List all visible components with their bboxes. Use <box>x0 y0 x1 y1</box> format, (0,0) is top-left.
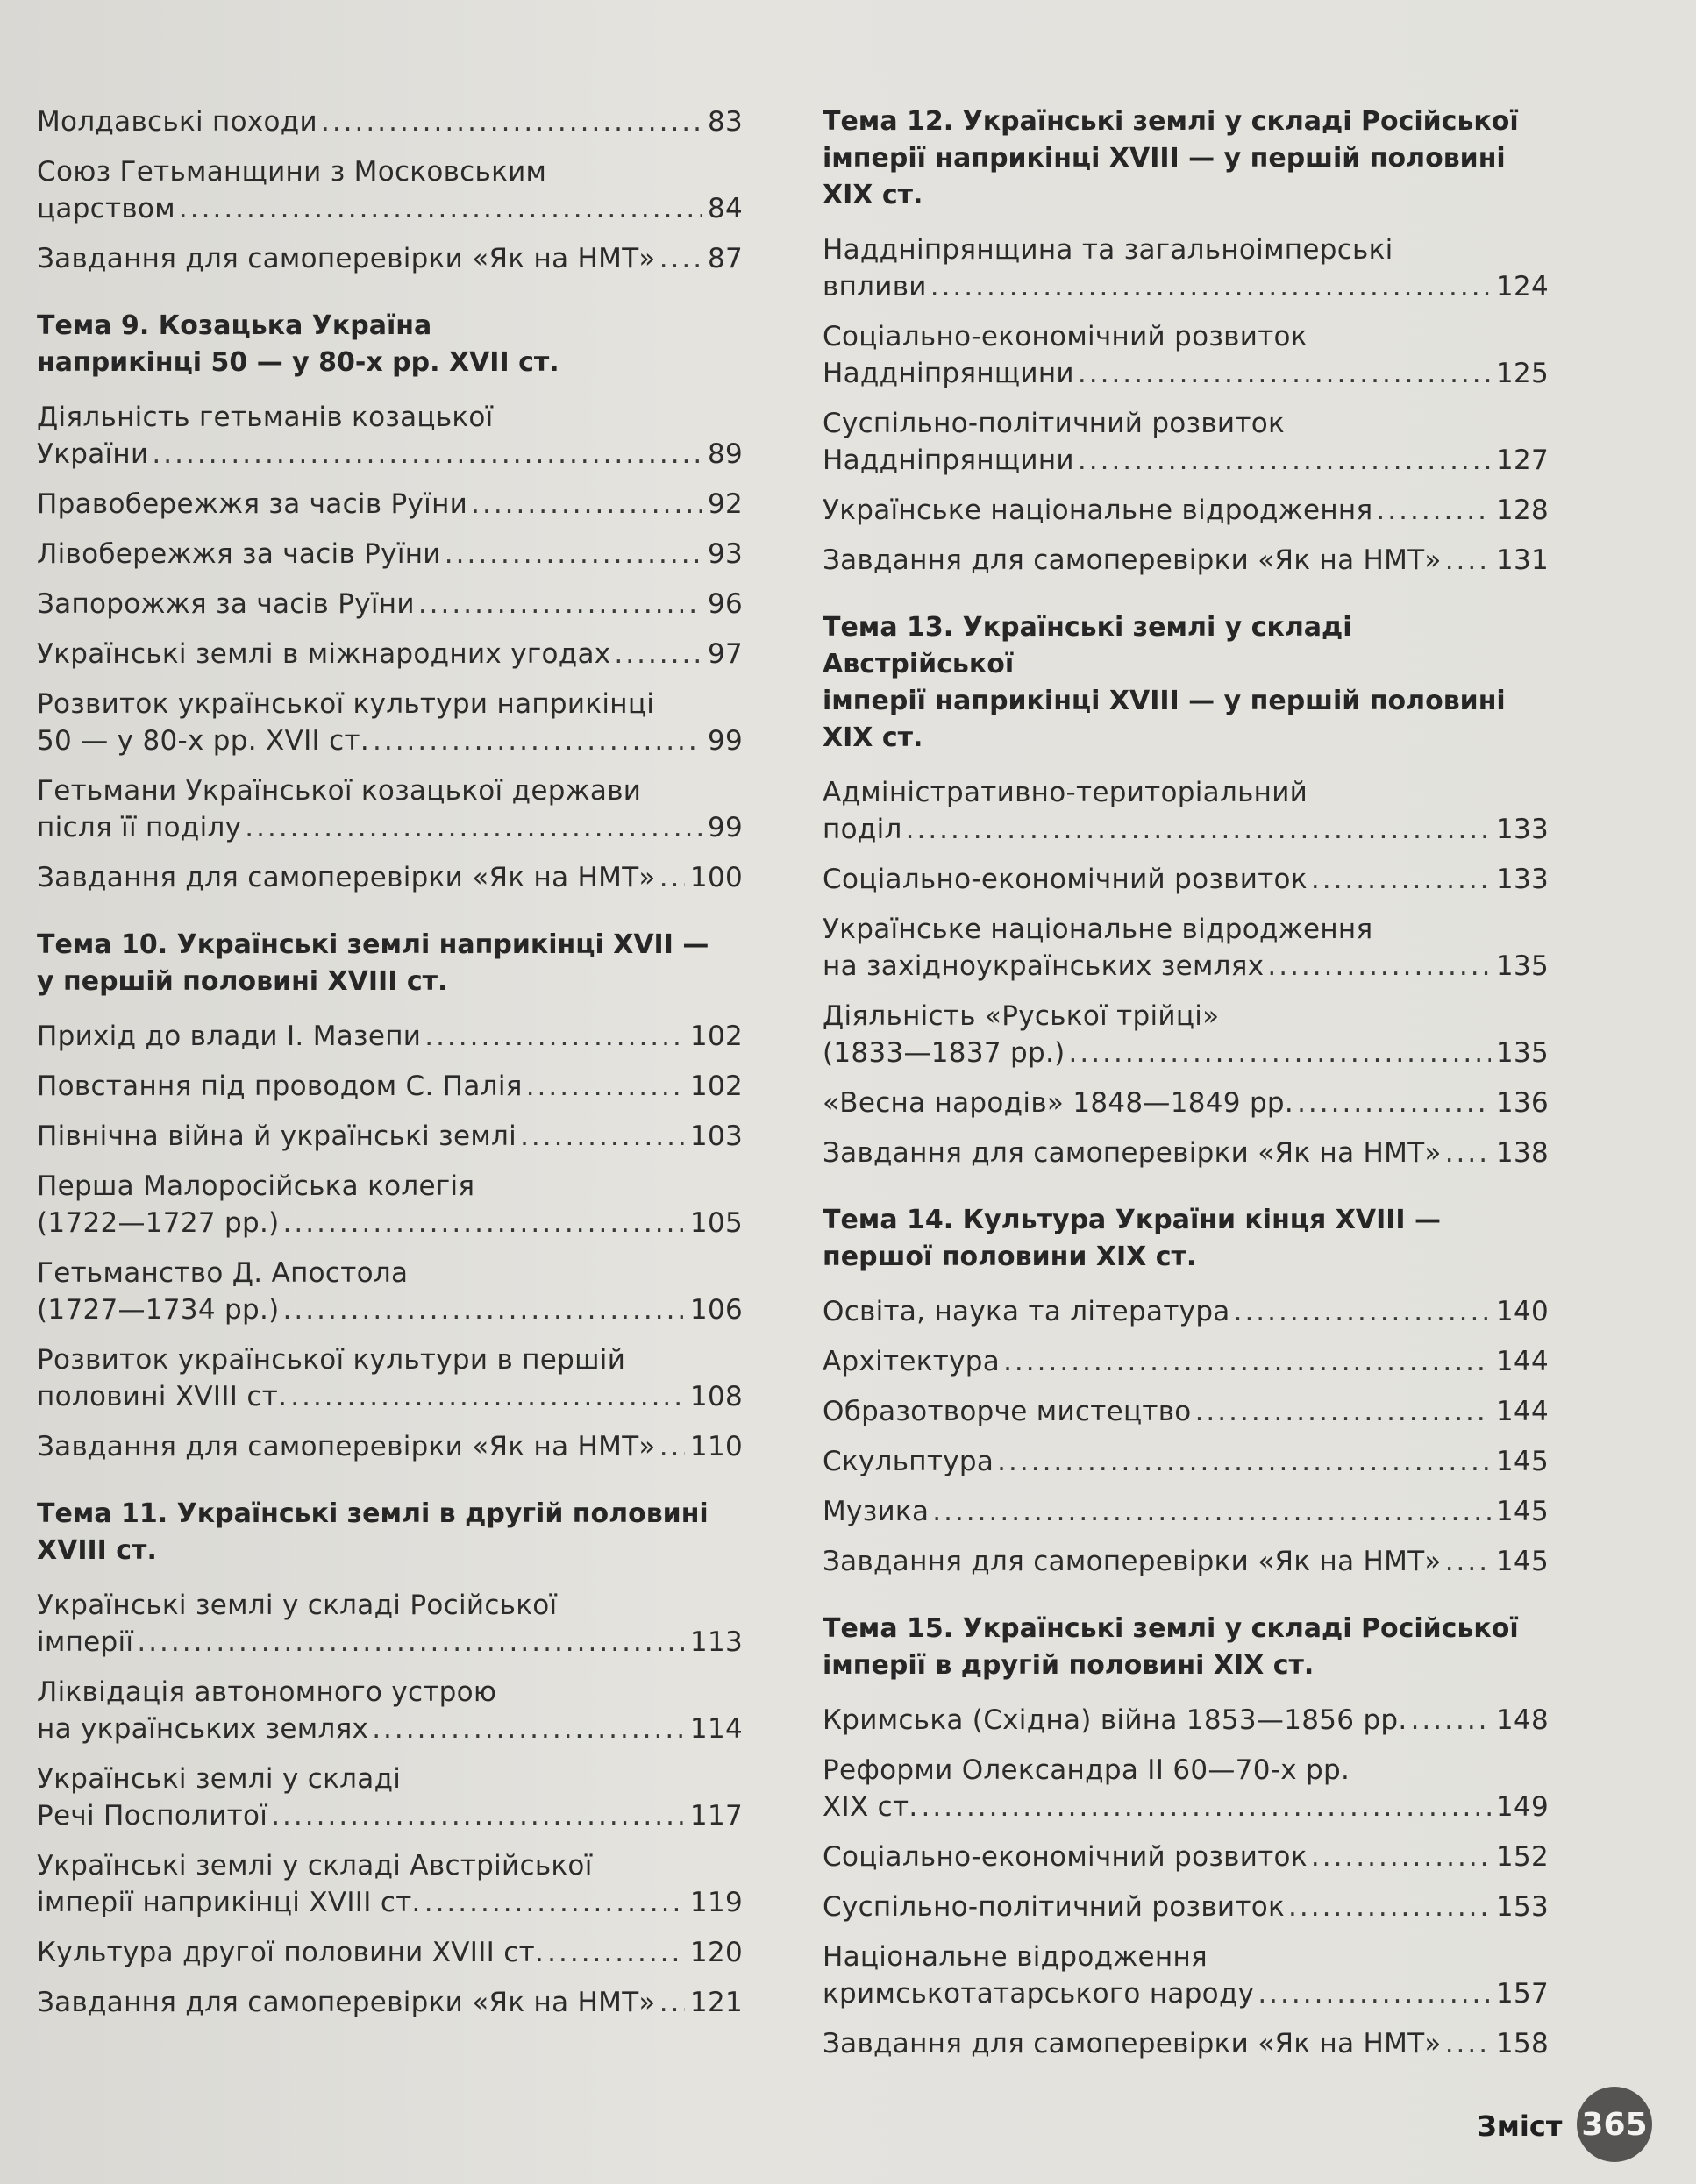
toc-entry[interactable] <box>37 536 743 573</box>
toc-entry-text: Розвиток української культури в першій <box>37 1344 626 1376</box>
toc-page-number: 87 <box>707 243 743 274</box>
toc-entry-text: Соціально-економічний розвиток <box>823 864 1308 895</box>
toc-entry[interactable] <box>37 686 743 759</box>
dot-leader <box>1069 1035 1491 1071</box>
toc-entry[interactable] <box>37 636 743 672</box>
toc-entry-text: Молдавські походи <box>37 106 317 138</box>
toc-entry-text: імперії <box>37 1626 134 1658</box>
toc-page-number: 120 <box>689 1937 743 1968</box>
toc-page-number: 140 <box>1495 1296 1549 1327</box>
toc-entry-text: Завдання для самоперевірки «Як на НМТ» <box>823 2028 1442 2060</box>
toc-page-number: 145 <box>1495 1496 1549 1527</box>
topic-heading <box>37 927 743 1000</box>
toc-page-number: 119 <box>689 1887 743 1918</box>
toc-entry-text: Завдання для самоперевірки «Як на НМТ» <box>823 1137 1442 1169</box>
toc-entry[interactable] <box>37 586 743 622</box>
dot-leader <box>1311 1839 1491 1875</box>
dot-leader <box>271 1797 685 1834</box>
toc-entry-text: Скульптура <box>823 1446 994 1477</box>
dot-leader <box>321 103 702 140</box>
toc-page-number: 84 <box>707 193 743 224</box>
dot-leader <box>1003 1343 1491 1380</box>
dot-leader <box>424 1018 685 1055</box>
toc-entry-text: поділ <box>823 814 902 845</box>
toc-entry[interactable] <box>37 1118 743 1155</box>
dot-leader <box>547 1934 685 1971</box>
topic-heading-line: XIX ст. <box>823 180 923 210</box>
toc-entry-text: Українські землі в міжнародних угодах <box>37 638 611 670</box>
dot-leader <box>179 190 702 227</box>
toc-entry[interactable] <box>823 1085 1549 1121</box>
dot-leader <box>283 1291 685 1328</box>
toc-entry[interactable] <box>37 1934 743 1971</box>
toc-page-number: 108 <box>689 1381 743 1412</box>
toc-page-number: 144 <box>1495 1396 1549 1427</box>
topic-heading-line: XVIII ст. <box>37 1535 157 1566</box>
toc-page-number: 136 <box>1495 1087 1549 1119</box>
toc-entry[interactable] <box>37 1674 743 1747</box>
dot-leader <box>520 1118 685 1155</box>
toc-entry-text: на західноукраїнських землях <box>823 950 1265 982</box>
dot-leader <box>418 586 702 622</box>
toc-entry-text: Адміністративно-територіальний <box>823 777 1308 808</box>
dot-leader <box>932 1493 1491 1530</box>
dot-leader <box>1297 1085 1491 1121</box>
topic-heading-line: Тема 10. Українські землі наприкінці XVII — <box>37 929 709 960</box>
dot-leader <box>1376 492 1491 529</box>
toc-page-number: 148 <box>1495 1704 1549 1736</box>
toc-entry-text: 50 — у 80-х рр. XVII ст. <box>37 725 369 757</box>
topic-heading-line: імперії наприкінці XVIII — у першій половині <box>823 686 1506 716</box>
toc-entry[interactable] <box>37 486 743 523</box>
toc-page-number: 121 <box>689 1987 743 2018</box>
dot-leader <box>659 1428 685 1465</box>
dot-leader <box>245 809 702 846</box>
dot-leader <box>152 436 702 473</box>
dot-leader <box>526 1068 685 1105</box>
toc-entry-text: Правобережжя за часів Руїни <box>37 488 468 520</box>
toc-entry[interactable] <box>823 998 1549 1071</box>
toc-column-right <box>823 103 1549 2075</box>
topic-heading <box>37 1496 743 1569</box>
toc-page-number: 125 <box>1495 358 1549 389</box>
topic-heading-line: Тема 15. Українські землі у складі Російської <box>823 1613 1519 1644</box>
dot-leader <box>1258 1975 1491 2012</box>
toc-entry[interactable] <box>823 1543 1549 1580</box>
dot-leader <box>445 536 702 573</box>
toc-entry[interactable] <box>37 1168 743 1241</box>
toc-entry-text: Реформи Олександра II 60—70-х рр. <box>823 1754 1350 1786</box>
toc-page-number: 89 <box>707 438 743 470</box>
toc-page-number: 158 <box>1495 2028 1549 2060</box>
toc-entry-text: кримськотатарського народу <box>823 1978 1255 2010</box>
dot-leader <box>1234 1293 1491 1330</box>
dot-leader <box>1078 442 1491 479</box>
toc-entry-text: (1727—1734 рр.) <box>37 1294 280 1326</box>
dot-leader <box>922 1789 1491 1825</box>
topic-heading-line: Тема 14. Культура України кінця XVIII — <box>823 1205 1442 1235</box>
toc-entry-text: Українське національне відродження <box>823 914 1373 945</box>
toc-page-number: 152 <box>1495 1841 1549 1873</box>
toc-entry[interactable] <box>37 1587 743 1661</box>
topic-heading-line: наприкінці 50 — у 80-х рр. XVII ст. <box>37 347 559 378</box>
toc-entry-text: Діяльність гетьманів козацької <box>37 402 494 433</box>
toc-entry[interactable] <box>823 1939 1549 2012</box>
toc-page-number: 99 <box>707 812 743 843</box>
toc-entry-text: Завдання для самоперевірки «Як на НМТ» <box>37 1987 656 2018</box>
toc-entry-text: Наддніпрянщина та загальноімперські <box>823 234 1393 266</box>
toc-page-number: 99 <box>707 725 743 757</box>
toc-entry[interactable] <box>37 103 743 140</box>
toc-entry-text: Соціально-економічний розвиток <box>823 321 1308 352</box>
topic-heading <box>823 1611 1549 1684</box>
toc-entry-text: Прихід до влади І. Мазепи <box>37 1021 422 1052</box>
topic-heading-line: імперії в другій половині XIX ст. <box>823 1650 1315 1681</box>
toc-entry-text: на українських землях <box>37 1713 369 1745</box>
dot-leader <box>1445 1543 1491 1580</box>
toc-page-number: 117 <box>689 1800 743 1832</box>
toc-entry[interactable] <box>823 1702 1549 1739</box>
toc-page-number: 106 <box>689 1294 743 1326</box>
toc-entry-text: (1833—1837 рр.) <box>823 1037 1065 1069</box>
dot-leader <box>290 1378 685 1415</box>
dot-leader <box>659 1984 685 2021</box>
toc-entry-text: впливи <box>823 271 927 302</box>
toc-entry[interactable] <box>37 1984 743 2021</box>
topic-heading-line: імперії наприкінці XVIII — у першій половині <box>823 143 1506 174</box>
toc-entry-text: після її поділу <box>37 812 242 843</box>
toc-entry[interactable] <box>823 1293 1549 1330</box>
toc-entry[interactable] <box>823 2025 1549 2062</box>
toc-entry-text: Речі Посполитої <box>37 1800 268 1832</box>
toc-entry-text: «Весна народів» 1848—1849 рр. <box>823 1087 1294 1119</box>
dot-leader <box>930 268 1491 305</box>
toc-page-number: 157 <box>1495 1978 1549 2010</box>
toc-column-left <box>37 103 743 2034</box>
toc-entry-text: Образотворче мистецтво <box>823 1396 1192 1427</box>
toc-entry-text: Гетьмани Української козацької держави <box>37 775 642 807</box>
topic-heading-line: Тема 13. Українські землі у складі Австрійської <box>823 612 1352 679</box>
topic-heading-line: Тема 11. Українські землі в другій половині <box>37 1498 709 1529</box>
dot-leader <box>1195 1393 1491 1430</box>
toc-entry[interactable] <box>823 1443 1549 1480</box>
toc-entry-text: Перша Малоросійська колегія <box>37 1170 475 1202</box>
dot-leader <box>137 1624 685 1661</box>
toc-page-number: 149 <box>1495 1791 1549 1823</box>
toc-entry[interactable] <box>823 1343 1549 1380</box>
toc-entry[interactable] <box>37 240 743 277</box>
dot-leader <box>659 859 685 896</box>
toc-entry[interactable] <box>37 1761 743 1834</box>
toc-page-number: 92 <box>707 488 743 520</box>
toc-entry-text: Архітектура <box>823 1346 1001 1377</box>
toc-entry[interactable] <box>823 1493 1549 1530</box>
toc-entry-text: Суспільно-політичний розвиток <box>823 1891 1286 1923</box>
toc-entry-text: Культура другої половини XVIII ст. <box>37 1937 545 1968</box>
toc-entry-text: України <box>37 438 149 470</box>
topic-heading-line: першої половини XIX ст. <box>823 1241 1197 1272</box>
toc-entry-text: Лівобережжя за часів Руїни <box>37 538 441 570</box>
dot-leader <box>1445 542 1491 579</box>
toc-entry[interactable] <box>823 318 1549 392</box>
topic-heading-line: у першій половині XVIII ст. <box>37 966 448 997</box>
toc-entry[interactable] <box>37 1428 743 1465</box>
toc-page-number: 145 <box>1495 1446 1549 1477</box>
toc-entry-text: царством <box>37 193 175 224</box>
toc-entry-text: Наддніпрянщини <box>823 358 1074 389</box>
toc-page-number: 93 <box>707 538 743 570</box>
toc-page-number: 128 <box>1495 494 1549 526</box>
toc-entry[interactable] <box>37 1068 743 1105</box>
toc-page-number: 102 <box>689 1071 743 1102</box>
toc-page-number: 97 <box>707 638 743 670</box>
toc-entry[interactable] <box>823 1135 1549 1171</box>
toc-entry-text: Союз Гетьманщини з Московським <box>37 156 547 188</box>
toc-entry-text: Соціально-економічний розвиток <box>823 1841 1308 1873</box>
topic-heading <box>823 1202 1549 1276</box>
toc-entry-text: Завдання для самоперевірки «Як на НМТ» <box>823 544 1442 576</box>
toc-entry-text: половині XVIII ст. <box>37 1381 288 1412</box>
toc-entry[interactable] <box>823 1889 1549 1925</box>
topic-heading <box>823 609 1549 757</box>
dot-leader <box>1445 2025 1491 2062</box>
toc-entry-text: Розвиток української культури наприкінці <box>37 688 655 720</box>
topic-heading <box>37 308 743 381</box>
toc-entry[interactable] <box>823 1839 1549 1875</box>
toc-entry-text: Музика <box>823 1496 930 1527</box>
toc-entry-text: Українські землі у складі <box>37 1763 402 1795</box>
toc-page-number: 133 <box>1495 864 1549 895</box>
toc-entry-text: Гетьманство Д. Апостола <box>37 1257 409 1289</box>
page-number-badge: 365 <box>1577 2087 1652 2162</box>
topic-heading-line: Тема 9. Козацька Україна <box>37 310 432 341</box>
toc-entry[interactable] <box>37 1255 743 1328</box>
toc-page-number: 100 <box>689 862 743 893</box>
dot-leader <box>424 1884 685 1921</box>
toc-entry-text: Наддніпрянщини <box>823 445 1074 476</box>
toc-entry-text: Українські землі у складі Австрійської <box>37 1850 593 1882</box>
dot-leader <box>372 1711 685 1747</box>
toc-page-number: 113 <box>689 1626 743 1658</box>
toc-entry[interactable] <box>37 859 743 896</box>
toc-page-number: 105 <box>689 1207 743 1239</box>
toc-entry-text: (1722—1727 рр.) <box>37 1207 280 1239</box>
dot-leader <box>997 1443 1491 1480</box>
toc-entry-text: Повстання під проводом С. Палія <box>37 1071 523 1102</box>
toc-page-number: 110 <box>689 1431 743 1462</box>
toc-entry[interactable] <box>823 861 1549 898</box>
toc-entry-text: Завдання для самоперевірки «Як на НМТ» <box>37 1431 656 1462</box>
toc-entry-text: Українське національне відродження <box>823 494 1373 526</box>
dot-leader <box>906 811 1491 848</box>
dot-leader <box>1288 1889 1491 1925</box>
toc-entry-text: Завдання для самоперевірки «Як на НМТ» <box>37 243 656 274</box>
toc-entry-text: Освіта, наука та література <box>823 1296 1230 1327</box>
dot-leader <box>1411 1702 1491 1739</box>
toc-page-number: 133 <box>1495 814 1549 845</box>
dot-leader <box>614 636 702 672</box>
toc-entry-text: імперії наприкінці XVIII ст. <box>37 1887 421 1918</box>
toc-entry-text: Діяльність «Руської трійці» <box>823 1000 1220 1032</box>
dot-leader <box>471 486 702 523</box>
toc-page-number: 153 <box>1495 1891 1549 1923</box>
toc-entry-text: Українські землі у складі Російської <box>37 1590 558 1621</box>
dot-leader <box>373 722 702 759</box>
toc-entry-text: Суспільно-політичний розвиток <box>823 408 1286 439</box>
toc-entry[interactable] <box>823 911 1549 985</box>
toc-page-number: 138 <box>1495 1137 1549 1169</box>
footer-section-label: Зміст <box>1477 2109 1563 2143</box>
toc-page-number: 135 <box>1495 950 1549 982</box>
toc-entry[interactable] <box>37 153 743 227</box>
toc-entry[interactable] <box>37 399 743 473</box>
toc-entry[interactable] <box>37 1018 743 1055</box>
toc-entry[interactable] <box>37 1341 743 1415</box>
dot-leader <box>1311 861 1491 898</box>
toc-entry-text: Запорожжя за часів Руїни <box>37 588 415 620</box>
toc-page-number: 127 <box>1495 445 1549 476</box>
toc-page-number: 96 <box>707 588 743 620</box>
toc-entry-text: Кримська (Східна) війна 1853—1856 рр. <box>823 1704 1407 1736</box>
toc-page-number: 114 <box>689 1713 743 1745</box>
toc-entry[interactable] <box>823 1752 1549 1825</box>
dot-leader <box>283 1205 685 1241</box>
toc-entry-text: Ліквідація автономного устрою <box>37 1676 497 1708</box>
topic-heading-line: XIX ст. <box>823 722 923 753</box>
toc-entry[interactable] <box>823 542 1549 579</box>
toc-entry-text: Північна війна й українські землі <box>37 1120 517 1152</box>
topic-heading-line: Тема 12. Українські землі у складі Російської <box>823 106 1519 137</box>
toc-entry[interactable] <box>37 772 743 846</box>
toc-page-number: 131 <box>1495 544 1549 576</box>
toc-entry[interactable] <box>823 1393 1549 1430</box>
toc-page-number: 145 <box>1495 1546 1549 1577</box>
toc-entry[interactable] <box>823 231 1549 305</box>
toc-entry[interactable] <box>823 492 1549 529</box>
toc-entry[interactable] <box>823 405 1549 479</box>
toc-entry-text: Завдання для самоперевірки «Як на НМТ» <box>37 862 656 893</box>
toc-page-number: 103 <box>689 1120 743 1152</box>
dot-leader <box>1445 1135 1491 1171</box>
toc-page-number: 102 <box>689 1021 743 1052</box>
topic-heading <box>823 103 1549 214</box>
dot-leader <box>1267 948 1491 985</box>
toc-page-number: 83 <box>707 106 743 138</box>
dot-leader <box>659 240 702 277</box>
dot-leader <box>1078 355 1491 392</box>
toc-entry-text: Завдання для самоперевірки «Як на НМТ» <box>823 1546 1442 1577</box>
toc-page-number: 144 <box>1495 1346 1549 1377</box>
toc-page-number: 135 <box>1495 1037 1549 1069</box>
toc-entry[interactable] <box>823 774 1549 848</box>
toc-entry-text: Національне відродження <box>823 1941 1208 1973</box>
toc-entry[interactable] <box>37 1847 743 1921</box>
toc-page-number: 124 <box>1495 271 1549 302</box>
toc-entry-text: XIX ст. <box>823 1791 918 1823</box>
